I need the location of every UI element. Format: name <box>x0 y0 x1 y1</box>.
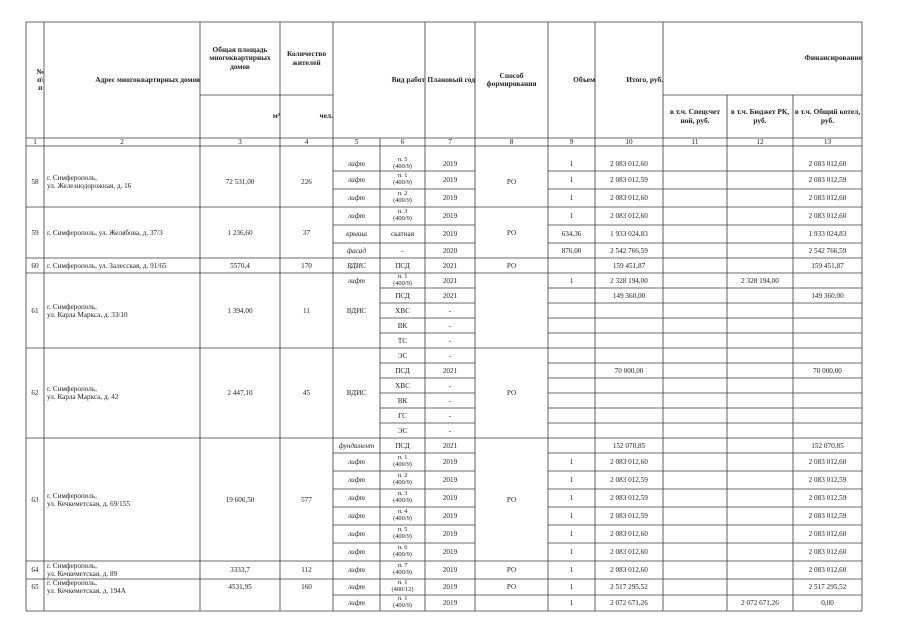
work-type: лифт <box>348 583 365 591</box>
plan-year: 2019 <box>442 566 458 574</box>
house-area: 2 447,10 <box>227 389 253 397</box>
fin-common-amount: 2 083 012,60 <box>808 566 847 574</box>
total-amount: 2 083 012,60 <box>610 530 648 538</box>
fin-common-amount: 149 360,00 <box>811 291 844 300</box>
col-number-8: 8 <box>509 138 514 146</box>
total-amount: 2 072 671,26 <box>610 599 648 607</box>
formation-method: РО <box>506 389 517 397</box>
plan-year: 2021 <box>442 366 458 375</box>
work-subtype: ГС <box>398 411 407 420</box>
col-number-13: 13 <box>823 138 832 146</box>
work-type: фундамент <box>338 441 375 450</box>
fin-common-amount: 2 083 012,59 <box>808 494 847 502</box>
work-subtype: п. 1 (400/9) <box>393 454 412 468</box>
fin-common-amount: 2 083 012,60 <box>808 159 847 168</box>
col-number-1: 1 <box>33 138 37 146</box>
plan-year: - <box>448 396 452 405</box>
work-subtype: п. 5 (400/9) <box>393 526 412 540</box>
work-type: крыша <box>346 230 367 238</box>
volume: 1 <box>569 512 574 520</box>
total-amount: 2 542 766,59 <box>610 246 648 255</box>
row-number: 59 <box>31 228 39 237</box>
house-area: 1 236,60 <box>227 228 253 237</box>
fin-common-amount: 1 933 024,83 <box>808 230 847 238</box>
house-address: г. Симферополь, ул. Железнодорожная, д. 16 <box>47 173 132 190</box>
work-subtype: ЭС <box>397 351 408 360</box>
fin-common-amount: 70 000,00 <box>813 366 842 375</box>
house-address: г. Симферополь, ул. Карла Маркса, д. 42 <box>47 385 119 401</box>
header-financing: Финансирование <box>804 53 862 63</box>
house-residents: 226 <box>301 177 312 186</box>
house-area: 1 394,00 <box>227 306 253 315</box>
plan-year: 2019 <box>442 212 458 220</box>
plan-year: 2019 <box>442 159 458 168</box>
work-type: фасад <box>347 246 366 255</box>
formation-method: РО <box>506 228 517 237</box>
plan-year: 2019 <box>442 599 458 607</box>
fin-common-amount: 2 083 012,60 <box>808 194 847 202</box>
row-number: 65 <box>31 583 39 591</box>
col-number-10: 10 <box>625 138 633 146</box>
col-number-2: 2 <box>120 138 124 146</box>
row-number: 63 <box>31 495 39 504</box>
house-address: г. Симферополь, ул. Кечкеметская, д. 69/155 <box>47 491 130 508</box>
volume: 1 <box>569 194 574 202</box>
house-residents: 112 <box>301 566 312 574</box>
col-number-4: 4 <box>304 138 309 146</box>
total-amount: 2 083 012,60 <box>610 212 648 220</box>
house-area: 4531,95 <box>228 583 252 591</box>
formation-method: РО <box>506 261 517 270</box>
col-number-11: 11 <box>691 138 699 146</box>
col-number-6: 6 <box>400 138 405 146</box>
total-amount: 159 451,87 <box>612 261 646 270</box>
work-type: лифт <box>348 276 365 285</box>
work-subtype: п. 3 (400/9) <box>393 208 412 222</box>
plan-year: 2019 <box>442 494 458 502</box>
volume: 1 <box>569 476 574 484</box>
work-subtype: п. 1 (400/9) <box>393 272 412 287</box>
header-work-type: Вид работ <box>391 74 425 84</box>
plan-year: 2021 <box>442 441 458 450</box>
work-type: лифт <box>348 599 365 607</box>
fin-common-amount: 152 070,85 <box>811 441 844 450</box>
work-subtype: п. 1 (400/9) <box>393 595 412 609</box>
total-amount: 2 083 012,60 <box>610 548 648 556</box>
work-subtype: ПСД <box>395 261 410 270</box>
volume: 876,00 <box>561 246 582 255</box>
work-type: лифт <box>348 548 365 556</box>
work-subtype: ПСД <box>395 366 410 375</box>
formation-method <box>475 273 548 348</box>
header-fin-special: в т.ч. Спецсчет ной, руб. <box>670 107 720 125</box>
work-subtype: скатная <box>390 230 415 238</box>
plan-year: 2021 <box>442 261 458 270</box>
plan-year: - <box>448 381 452 390</box>
row-number: 62 <box>31 389 39 397</box>
volume: 634,36 <box>561 230 582 238</box>
plan-year: 2019 <box>442 458 458 466</box>
house-area: 5570,4 <box>230 261 250 270</box>
work-subtype: п. 1 (400/12) <box>391 579 414 593</box>
house-address: г. Симферополь, ул. Кечкеметская, д. 89 <box>47 562 118 578</box>
volume: 1 <box>569 599 574 607</box>
plan-year: 2020 <box>442 246 458 255</box>
volume: 1 <box>569 548 574 556</box>
volume: 1 <box>569 176 574 184</box>
volume: 1 <box>569 458 574 466</box>
fin-common-amount: 2 083 012,60 <box>808 212 847 220</box>
work-subtype: п. 5 (400/9) <box>393 155 412 170</box>
volume: 1 <box>569 494 574 502</box>
work-subtype: п. 7 (400/9) <box>393 562 412 576</box>
col-number-3: 3 <box>238 138 242 146</box>
col-number-7: 7 <box>448 138 452 146</box>
header-residents: Количество жителей <box>286 49 327 67</box>
header-total: Итого, руб. <box>626 74 663 84</box>
house-area: 19 606,50 <box>225 495 255 504</box>
work-subtype: - <box>401 246 404 255</box>
house-residents: 577 <box>301 495 312 504</box>
header-area: Общая площадь многоквартирных домов <box>209 45 271 71</box>
total-amount: 2 083 012,60 <box>610 458 648 466</box>
total-amount: 2 083 012,59 <box>610 476 648 484</box>
work-subtype: п. 1 (400/9) <box>393 172 412 186</box>
plan-year: 2019 <box>442 194 458 202</box>
work-type: лифт <box>348 159 365 168</box>
work-type: лифт <box>348 212 365 220</box>
house-residents: 11 <box>303 306 310 315</box>
unit-people: чел. <box>319 111 333 121</box>
fin-common-amount: 2 083 012,60 <box>808 548 847 556</box>
plan-year: - <box>448 306 452 315</box>
total-amount: 2 083 012,60 <box>610 159 648 168</box>
fin-common-amount: 2 083 012,59 <box>808 512 847 520</box>
work-subtype: п. 3 (400/9) <box>393 490 412 504</box>
header-fin-common: в т.ч. Общий котел, руб. <box>794 107 861 125</box>
house-address: г. Симферополь, ул. Кечкеметская, д. 194А <box>47 579 126 595</box>
house-address: г. Симферополь, ул. Карла Маркса, д. 33/10 <box>47 302 128 319</box>
unit-area: м² <box>272 111 280 121</box>
work-type: ВДИС <box>347 261 366 270</box>
plan-year: 2019 <box>442 176 458 184</box>
work-subtype: ЭС <box>397 426 408 435</box>
total-amount: 2 083 012,60 <box>610 566 648 574</box>
plan-year: 2021 <box>442 276 458 285</box>
volume: 1 <box>569 212 574 220</box>
work-type: лифт <box>348 494 365 502</box>
row-number: 60 <box>31 261 39 270</box>
row-number: 61 <box>31 306 39 315</box>
work-subtype: ХВС <box>395 306 410 315</box>
fin-common-amount: 2 083 012,59 <box>808 176 847 184</box>
work-subtype: п. 2 (400/9) <box>393 190 412 204</box>
work-type: лифт <box>348 458 365 466</box>
total-amount: 2 083 012,59 <box>610 494 648 502</box>
col-number-5: 5 <box>354 138 359 146</box>
total-amount: 70 000,00 <box>614 366 644 375</box>
formation-method: РО <box>506 177 517 186</box>
header-fin-budget: в т.ч. Бюджет РК, руб. <box>730 107 790 125</box>
plan-year: - <box>448 321 452 330</box>
header-formation-method: Способ формирования <box>486 70 537 88</box>
fin-common-amount: 159 451,87 <box>811 261 844 270</box>
row-number: 58 <box>31 177 39 186</box>
formation-method: РО <box>506 566 517 574</box>
total-amount: 149 360,00 <box>612 291 646 300</box>
house-address: г. Симферополь, ул. Залесская, д. 91/65 <box>47 261 167 270</box>
header-address: Адрес многоквартирных домов <box>95 74 200 84</box>
plan-year: 2019 <box>442 548 458 556</box>
col-number-12: 12 <box>756 138 764 146</box>
work-type: ВДИС <box>346 306 367 315</box>
work-subtype: ПСД <box>395 291 410 300</box>
plan-year: - <box>448 426 452 435</box>
house-area: 72 531,00 <box>225 177 255 186</box>
col-number-9: 9 <box>569 138 574 146</box>
plan-year: 2019 <box>442 530 458 538</box>
plan-year: - <box>448 411 452 420</box>
house-residents: 160 <box>301 583 312 591</box>
total-amount: 2 083 012,59 <box>610 512 648 520</box>
work-subtype: п. 6 (400/9) <box>393 544 412 558</box>
plan-year: 2019 <box>442 512 458 520</box>
fin-common-amount: 2 083 012,60 <box>808 530 847 538</box>
header-num: № п\ п <box>36 66 44 93</box>
fin-common-amount: 2 542 766,59 <box>808 246 847 255</box>
work-type: лифт <box>348 194 365 202</box>
house-residents: 37 <box>302 228 311 237</box>
volume: 1 <box>569 276 574 285</box>
house-address: г. Симферополь, ул. Желябова, д. 37/3 <box>47 228 163 237</box>
plan-year: 2019 <box>442 230 458 238</box>
formation-method: РО <box>506 583 517 591</box>
work-type: лифт <box>348 176 365 184</box>
total-amount: 152 070,85 <box>612 441 646 450</box>
work-type: лифт <box>348 512 365 520</box>
volume: 1 <box>569 583 574 591</box>
plan-year: - <box>448 351 452 360</box>
work-type: ВДИС <box>346 389 367 397</box>
plan-year: 2019 <box>442 476 458 484</box>
work-subtype: ВК <box>397 321 408 330</box>
house-residents: 45 <box>302 389 311 397</box>
work-subtype: п. 4 (400/9) <box>393 508 412 522</box>
fin-common-amount: 2 517 295,52 <box>808 583 847 591</box>
total-amount: 2 083 012,59 <box>610 176 648 184</box>
fin-common-amount: 2 083 012,59 <box>808 476 847 484</box>
volume: 1 <box>569 159 574 168</box>
total-amount: 2 083 012,60 <box>610 194 648 202</box>
plan-year: 2019 <box>442 583 458 591</box>
work-type: лифт <box>348 476 365 484</box>
fin-budget-amount: 2 328 194,00 <box>741 276 779 285</box>
house-area: 3333,7 <box>230 566 250 574</box>
total-amount: 2 328 194,00 <box>610 276 648 285</box>
work-subtype: ПСД <box>395 441 410 450</box>
plan-year: - <box>448 336 452 345</box>
work-subtype: п. 2 (400/9) <box>393 472 412 486</box>
work-type: лифт <box>348 566 365 574</box>
header-plan-year: Плановый год <box>427 74 475 84</box>
plan-year: 2021 <box>442 291 458 300</box>
header-volume: Объем <box>573 74 595 84</box>
volume: 1 <box>569 530 574 538</box>
row-number: 64 <box>31 566 39 574</box>
fin-common-amount: 0,00 <box>821 599 834 607</box>
volume: 1 <box>569 566 574 574</box>
total-amount: 2 517 295,52 <box>610 583 648 591</box>
work-subtype: ХВС <box>395 381 410 390</box>
fin-common-amount: 2 083 012,60 <box>808 458 847 466</box>
total-amount: 1 933 024,83 <box>610 230 648 238</box>
house-residents: 170 <box>301 261 312 270</box>
work-type: лифт <box>348 530 365 538</box>
fin-budget-amount: 2 072 671,26 <box>741 599 779 607</box>
formation-method: РО <box>506 495 517 504</box>
work-subtype: ТС <box>397 336 408 345</box>
work-subtype: ВК <box>397 396 408 405</box>
